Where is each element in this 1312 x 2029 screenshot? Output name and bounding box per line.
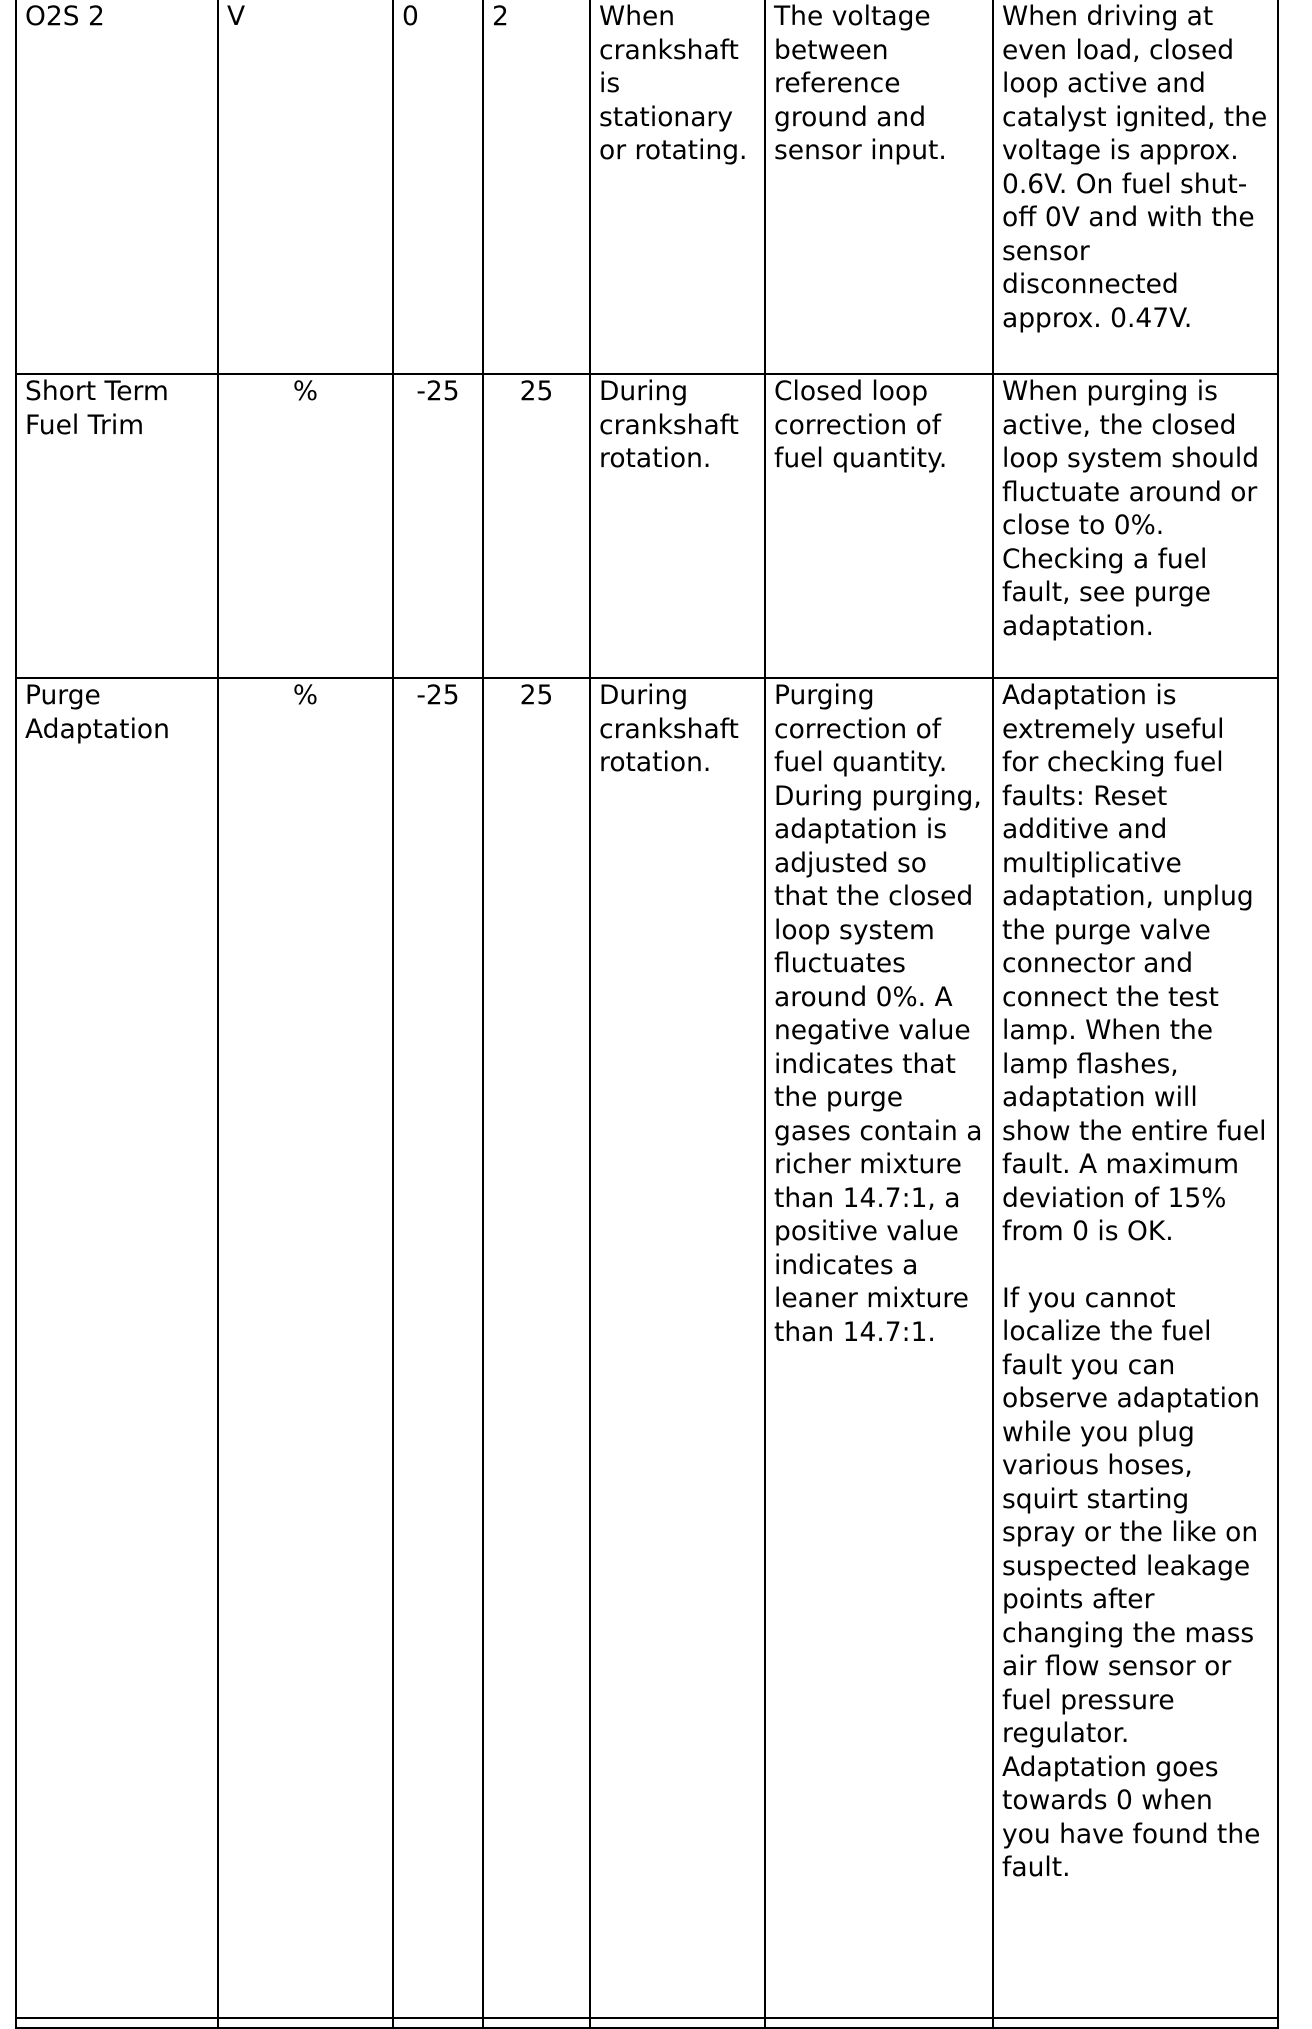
empty-cell [16, 2018, 218, 2028]
parameter-notes [993, 0, 1278, 374]
parameter-max: 2 [483, 0, 590, 374]
parameter-max: 25 [483, 374, 590, 678]
note-paragraph: Checking a fuel fault, see purge adaptation. [1002, 543, 1211, 642]
parameter-description: Closed loop correction of fuel quantity. [765, 374, 993, 678]
parameter-unit: % [218, 374, 393, 678]
table-row-continued [16, 2018, 1278, 2028]
paragraph-spacer [1002, 1249, 1269, 1282]
parameter-condition: When crankshaft is stationary or rotating. [590, 0, 765, 374]
parameter-name: O2S 2 [16, 0, 218, 374]
table-row [16, 678, 1278, 2018]
empty-cell [765, 2018, 993, 2028]
note-paragraph: If you cannot localize the fuel fault you can observe adaptation while you plug various hoses, squirt starting spray or the like on suspected leakage points after changing the mass air flow sensor or fuel pressure regulator. Adaptation goes towards 0 when you have found the fault. [1002, 1282, 1261, 1883]
parameter-unit: % [218, 678, 393, 2018]
parameter-description: The voltage between reference ground and sensor input. [765, 0, 993, 374]
empty-cell [218, 2018, 393, 2028]
parameter-max: 25 [483, 678, 590, 2018]
parameter-unit: V [218, 0, 393, 374]
note-paragraph: Adaptation is extremely useful for checking fuel faults: Reset additive and multiplicative adaptation, unplug the purge valve connector and connect the test lamp. When the lamp flashes, adaptation will show the entire fuel fault. A maximum deviation of 15% from 0 is OK. [1002, 680, 1267, 1247]
parameter-min: -25 [393, 374, 483, 678]
empty-cell [590, 2018, 765, 2028]
table-row [16, 374, 1278, 678]
parameter-name: Purge Adaptation [16, 678, 218, 2018]
parameter-notes [993, 374, 1278, 678]
parameter-description: Purging correction of fuel quantity. During purging, adaptation is adjusted so that the closed loop system fluctuates around 0%. A negative value indicates that the purge gases contain a richer mixture than 14.7:1, a positive value indicates a leaner mixture than 14.7:1. [765, 678, 993, 2018]
note-paragraph: When purging is active, the closed loop system should fluctuate around or close to 0%. [1002, 376, 1260, 541]
empty-cell [993, 2018, 1278, 2028]
parameter-name: Short Term Fuel Trim [16, 374, 218, 678]
parameter-condition: During crankshaft rotation. [590, 374, 765, 678]
parameter-table [15, 0, 1279, 2029]
empty-cell [483, 2018, 590, 2028]
table-row [16, 0, 1278, 374]
empty-cell [393, 2018, 483, 2028]
parameter-notes [993, 678, 1278, 2018]
parameter-min: 0 [393, 0, 483, 374]
parameter-condition: During crankshaft rotation. [590, 678, 765, 2018]
parameter-min: -25 [393, 678, 483, 2018]
note-paragraph: When driving at even load, closed loop active and catalyst ignited, the voltage is approx. 0.6V. On fuel shut-off 0V and with the sensor disconnected approx. 0.47V. [1002, 1, 1268, 334]
